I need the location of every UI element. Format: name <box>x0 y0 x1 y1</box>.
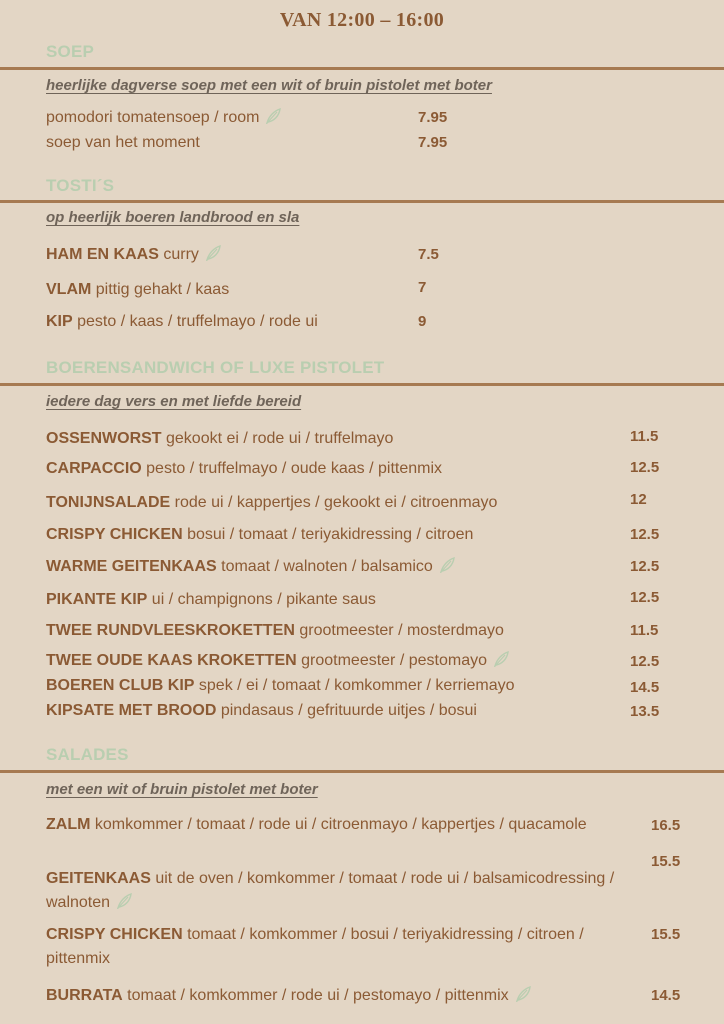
item-price: 16.5 <box>651 817 681 834</box>
menu-item <box>46 243 221 269</box>
leaf-icon <box>439 557 455 581</box>
item-name: HAM EN KAAS <box>46 246 159 263</box>
item-price: 13.5 <box>630 703 660 720</box>
section-tagline-sandwich: iedere dag vers en met liefde bereid <box>46 393 302 410</box>
item-price: 14.5 <box>630 679 660 696</box>
item-desc: tomaat / walnoten / balsamico <box>216 558 433 575</box>
item-price: 9 <box>418 313 427 330</box>
item-name: CRISPY CHICKEN <box>46 526 183 543</box>
section-title-tosti: TOSTI´S <box>46 176 115 195</box>
item-desc: curry <box>158 246 199 263</box>
item-name: OSSENWORST <box>46 430 162 447</box>
item-price: 7.5 <box>418 246 439 263</box>
menu-item <box>46 588 376 612</box>
item-price: 7.95 <box>418 134 448 151</box>
item-price: 7 <box>418 279 427 296</box>
item-name: GEITENKAAS <box>46 870 151 887</box>
item-desc: grootmeester / pestomayo <box>296 652 487 669</box>
item-name: BOEREN CLUB KIP <box>46 677 195 694</box>
menu-item <box>46 491 497 515</box>
item-price: 12.5 <box>630 589 660 606</box>
menu-item <box>46 649 509 675</box>
menu-item <box>46 523 473 547</box>
item-desc: rode ui / kappertjes / gekookt ei / citroenmayo <box>170 494 498 511</box>
opening-hours: VAN 12:00 – 16:00 <box>279 9 445 31</box>
divider <box>0 200 724 203</box>
section-title-salades: SALADES <box>46 745 129 764</box>
leaf-icon <box>116 893 132 917</box>
menu-item <box>46 427 393 451</box>
item-desc: tomaat / komkommer / rode ui / pestomayo / pittenmix <box>122 987 509 1004</box>
menu-item <box>46 555 455 581</box>
item-desc: ui / champignons / pikante saus <box>147 591 376 608</box>
section-tagline-tosti: op heerlijk boeren landbrood en sla <box>46 209 300 226</box>
menu-item <box>46 699 477 723</box>
menu-item <box>46 674 515 698</box>
divider <box>0 383 724 386</box>
item-desc: pesto / kaas / truffelmayo / rode ui <box>72 313 318 330</box>
item-price: 11.5 <box>630 622 659 639</box>
item-name: BURRATA <box>46 987 123 1004</box>
item-desc: pindasaus / gefrituurde uitjes / bosui <box>216 702 477 719</box>
menu-item <box>46 278 229 302</box>
item-price: 12.5 <box>630 459 660 476</box>
item-price: 15.5 <box>651 853 681 870</box>
item-desc: pesto / truffelmayo / oude kaas / pittenmix <box>141 460 443 477</box>
section-tagline-soep: heerlijke dagverse soep met een wit of bruin pistolet met boter <box>46 77 492 94</box>
item-desc: grootmeester / mosterdmayo <box>294 622 504 639</box>
item-name: KIPSATE MET BROOD <box>46 702 217 719</box>
section-tagline-salades: met een wit of bruin pistolet met boter <box>46 781 318 798</box>
item-desc: pomodori tomatensoep / room <box>46 109 260 126</box>
item-name: TWEE RUNDVLEESKROKETTEN <box>46 622 295 639</box>
item-desc: pittig gehakt / kaas <box>91 281 230 298</box>
divider <box>0 67 724 70</box>
item-desc: soep van het moment <box>46 134 200 151</box>
menu-item <box>46 131 200 155</box>
leaf-icon <box>515 986 531 1010</box>
item-name: VLAM <box>46 281 92 298</box>
item-price: 14.5 <box>651 987 681 1004</box>
leaf-icon <box>493 651 509 675</box>
section-title-sandwich: BOERENSANDWICH OF LUXE PISTOLET <box>46 358 385 377</box>
item-name: PIKANTE KIP <box>46 591 148 608</box>
item-name: ZALM <box>46 816 91 833</box>
item-desc: komkommer / tomaat / rode ui / citroenmayo / kappertjes / quacamole <box>90 816 587 833</box>
menu-item <box>46 867 616 917</box>
item-name: KIP <box>46 313 73 330</box>
item-price: 12 <box>630 491 647 508</box>
item-desc: gekookt ei / rode ui / truffelmayo <box>161 430 394 447</box>
menu-item <box>46 813 616 837</box>
section-title-soep: SOEP <box>46 42 95 61</box>
menu-item <box>46 310 318 334</box>
item-name: CRISPY CHICKEN <box>46 926 183 943</box>
item-price: 12.5 <box>630 526 660 543</box>
menu-item <box>46 923 616 971</box>
leaf-icon <box>265 108 281 132</box>
item-price: 15.5 <box>651 926 681 943</box>
menu-item <box>46 106 281 132</box>
leaf-icon <box>205 245 221 269</box>
item-name: TWEE OUDE KAAS KROKETTEN <box>46 652 297 669</box>
item-price: 12.5 <box>630 558 660 575</box>
item-price: 12.5 <box>630 653 660 670</box>
item-desc: spek / ei / tomaat / komkommer / kerriemayo <box>194 677 515 694</box>
item-name: TONIJNSALADE <box>46 494 171 511</box>
menu-item <box>46 457 442 481</box>
item-price: 7.95 <box>418 109 448 126</box>
item-desc: bosui / tomaat / teriyakidressing / citroen <box>182 526 474 543</box>
divider <box>0 770 724 773</box>
menu-item <box>46 984 531 1010</box>
item-name: CARPACCIO <box>46 460 142 477</box>
item-desc: tomaat / komkommer / bosui / teriyakidressing / citroen / pittenmix <box>46 926 584 967</box>
item-name: WARME GEITENKAAS <box>46 558 217 575</box>
item-price: 11.5 <box>630 428 659 445</box>
item-desc: uit de oven / komkommer / tomaat / rode ui / balsamicodressing / walnoten <box>46 870 615 911</box>
menu-item <box>46 619 504 643</box>
